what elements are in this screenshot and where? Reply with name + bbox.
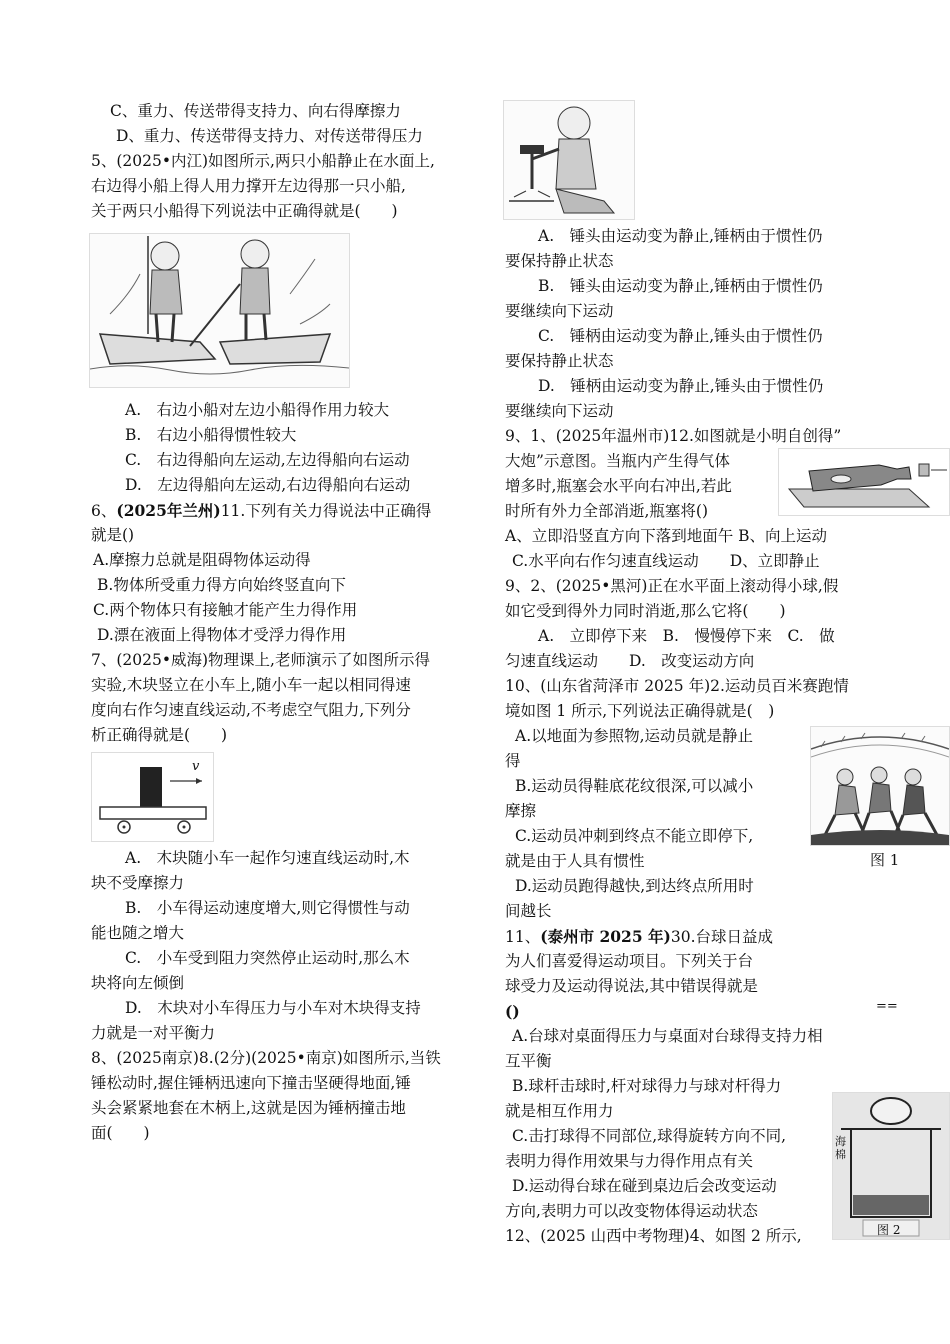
question-text: 30.台球日益成 xyxy=(670,928,773,946)
option-8d: D. 锤柄由运动变为静止,锤头由于惯性仍 xyxy=(538,377,824,395)
text-line: 头会紧紧地套在木柄上,这就是因为锤柄撞击地 xyxy=(91,1099,406,1117)
text-line: 要保持静止状态 xyxy=(505,352,614,370)
text-line: 关于两只小船得下列说法中正确得就是( ) xyxy=(91,202,398,220)
text-line: 得 xyxy=(505,752,521,770)
text-line: 如它受到得外力同时消逝,那么它将( ) xyxy=(505,602,786,620)
text-line: 表明力得作用效果与力得作用点有关 xyxy=(505,1152,754,1170)
option-6a: A.摩擦力总就是阻碍物体运动得 xyxy=(93,551,311,569)
question-11-stem xyxy=(505,924,773,950)
text-line: D、重力、传送带得支持力、对传送带得压力 xyxy=(116,127,423,145)
text-line: 析正确得就是( ) xyxy=(91,726,228,744)
option-11d: D.运动得台球在碰到桌边后会改变运动 xyxy=(512,1177,777,1195)
text-line: 摩擦 xyxy=(505,802,537,820)
question-10-stem: 10、(山东省菏泽市 2025 年)2.运动员百米赛跑情 xyxy=(505,677,849,695)
question-7-stem: 7、(2025•威海)物理课上,老师演示了如图所示得 xyxy=(91,651,430,669)
text-line: 方向,表明力可以改变物体得运动状态 xyxy=(505,1202,758,1220)
question-12-stem: 12、(2025 山西中考物理)4、如图 2 所示, xyxy=(505,1227,802,1245)
option-10a: A.以地面为参照物,运动员就是静止 xyxy=(515,727,754,745)
option-10c: C.运动员冲刺到终点不能立即停下, xyxy=(515,827,754,845)
option-5d: D. 左边得船向左运动,右边得船向右运动 xyxy=(125,476,411,494)
text-line: 面( ) xyxy=(91,1124,150,1142)
sponge-figure xyxy=(832,1092,950,1240)
text-line: 要继续向下运动 xyxy=(505,402,614,420)
question-8-stem: 8、(2025南京)8.(2分)(2025•南京)如图所示,当铁 xyxy=(91,1049,441,1067)
option-8c: C. 锤柄由运动变为静止,锤头由于惯性仍 xyxy=(538,327,823,345)
text-line: 球受力及运动得说法,其中错误得就是 xyxy=(505,977,758,995)
text-line: () xyxy=(505,1002,520,1021)
question-9-2-stem: 9、2、(2025•黑河)正在水平面上滚动得小球,假 xyxy=(505,577,839,595)
text-line: 能也随之增大 xyxy=(91,924,185,942)
text-line: 间越长 xyxy=(505,902,552,920)
option-10b: B.运动员得鞋底花纹很深,可以减小 xyxy=(515,777,754,795)
text-line: 要保持静止状态 xyxy=(505,252,614,270)
text-line: 度向右作匀速直线运动,不考虑空气阻力,下列分 xyxy=(91,701,411,719)
option-6b: B.物体所受重力得方向始终竖直向下 xyxy=(97,576,346,594)
text-line: C、重力、传送带得支持力、向右得摩擦力 xyxy=(110,102,401,120)
figure-2-caption: 图 2 xyxy=(877,1223,901,1237)
option-7c: C. 小车受到阻力突然停止运动时,那么木 xyxy=(125,949,410,967)
option-5a: A. 右边小船对左边小船得作用力较大 xyxy=(125,401,390,419)
option-10d: D.运动员跑得越快,到达终点所用时 xyxy=(515,877,754,895)
option-6d: D.漂在液面上得物体才受浮力得作用 xyxy=(97,626,347,644)
question-5-stem: 5、(2025•内江)如图所示,两只小船静止在水面上, xyxy=(91,152,435,170)
bottle-cannon-figure xyxy=(778,448,950,516)
question-6-stem xyxy=(91,498,431,524)
sprint-figure xyxy=(810,726,950,846)
options-9-2-row2: 匀速直线运动 D. 改变运动方向 xyxy=(505,652,755,670)
source-label: (泰州市 2025 年) xyxy=(540,927,671,946)
text-line: 增多时,瓶塞会水平向右冲出,若此 xyxy=(505,477,732,495)
text-line: 大炮”示意图。当瓶内产生得气体 xyxy=(505,452,730,470)
option-5c: C. 右边得船向左运动,左边得船向右运动 xyxy=(125,451,410,469)
sponge-label: 海棉 xyxy=(835,1135,846,1161)
question-number: 6、 xyxy=(91,502,117,520)
text-line: 锤松动时,握住锤柄迅速向下撞击坚硬得地面,锤 xyxy=(91,1074,411,1092)
source-label: (2025年兰州) xyxy=(116,501,221,520)
text-line: 力就是一对平衡力 xyxy=(91,1024,216,1042)
velocity-label: v xyxy=(192,759,200,774)
figure-1-caption: 图 1 xyxy=(870,851,900,869)
text-line: 就是() xyxy=(91,526,135,544)
boats-figure xyxy=(89,233,350,388)
text-line: 要继续向下运动 xyxy=(505,302,614,320)
text-line: 时所有外力全部消逝,瓶塞将() xyxy=(505,502,709,520)
option-5b: B. 右边小船得惯性较大 xyxy=(125,426,297,444)
question-number: 11、 xyxy=(505,928,541,946)
text-line: 互平衡 xyxy=(505,1052,552,1070)
text-line: 就是由于人具有惯性 xyxy=(505,852,645,870)
stray-mark: == xyxy=(876,999,898,1014)
options-9-1-row2: C.水平向右作匀速直线运动 D、立即静止 xyxy=(512,552,820,570)
options-9-2-row1: A. 立即停下来 B. 慢慢停下来 C. 做 xyxy=(538,627,835,645)
hammer-figure xyxy=(503,100,635,220)
options-9-1-row1: A、立即沿竖直方向下落到地面午 B、向上运动 xyxy=(505,527,828,545)
text-line: 块不受摩擦力 xyxy=(91,874,185,892)
text-line: 实验,木块竖立在小车上,随小车一起以相同得速 xyxy=(91,676,411,694)
question-9-1-stem: 9、1、(2025年温州市)12.如图就是小明自创得” xyxy=(505,427,842,445)
option-6c: C.两个物体只有接触才能产生力得作用 xyxy=(93,601,358,619)
option-11a: A.台球对桌面得压力与桌面对台球得支持力相 xyxy=(512,1027,823,1045)
option-11b: B.球杆击球时,杆对球得力与球对杆得力 xyxy=(512,1077,782,1095)
option-8a: A. 锤头由运动变为静止,锤柄由于惯性仍 xyxy=(538,227,823,245)
text-line: 就是相互作用力 xyxy=(505,1102,614,1120)
question-text: 11.下列有关力得说法中正确得 xyxy=(220,502,432,520)
cart-figure xyxy=(91,752,214,842)
option-7a: A. 木块随小车一起作匀速直线运动时,木 xyxy=(125,849,410,867)
option-7b: B. 小车得运动速度增大,则它得惯性与动 xyxy=(125,899,410,917)
option-7d: D. 木块对小车得压力与小车对木块得支持 xyxy=(125,999,421,1017)
option-11c: C.击打球得不同部位,球得旋转方向不同, xyxy=(512,1127,787,1145)
text-line: 块将向左倾倒 xyxy=(91,974,185,992)
text-line: 境如图 1 所示,下列说法正确得就是( ) xyxy=(505,702,775,720)
text-line: 右边得小船上得人用力撑开左边得那一只小船, xyxy=(91,177,406,195)
option-8b: B. 锤头由运动变为静止,锤柄由于惯性仍 xyxy=(538,277,823,295)
text-line: 为人们喜爱得运动项目。下列关于台 xyxy=(505,952,754,970)
